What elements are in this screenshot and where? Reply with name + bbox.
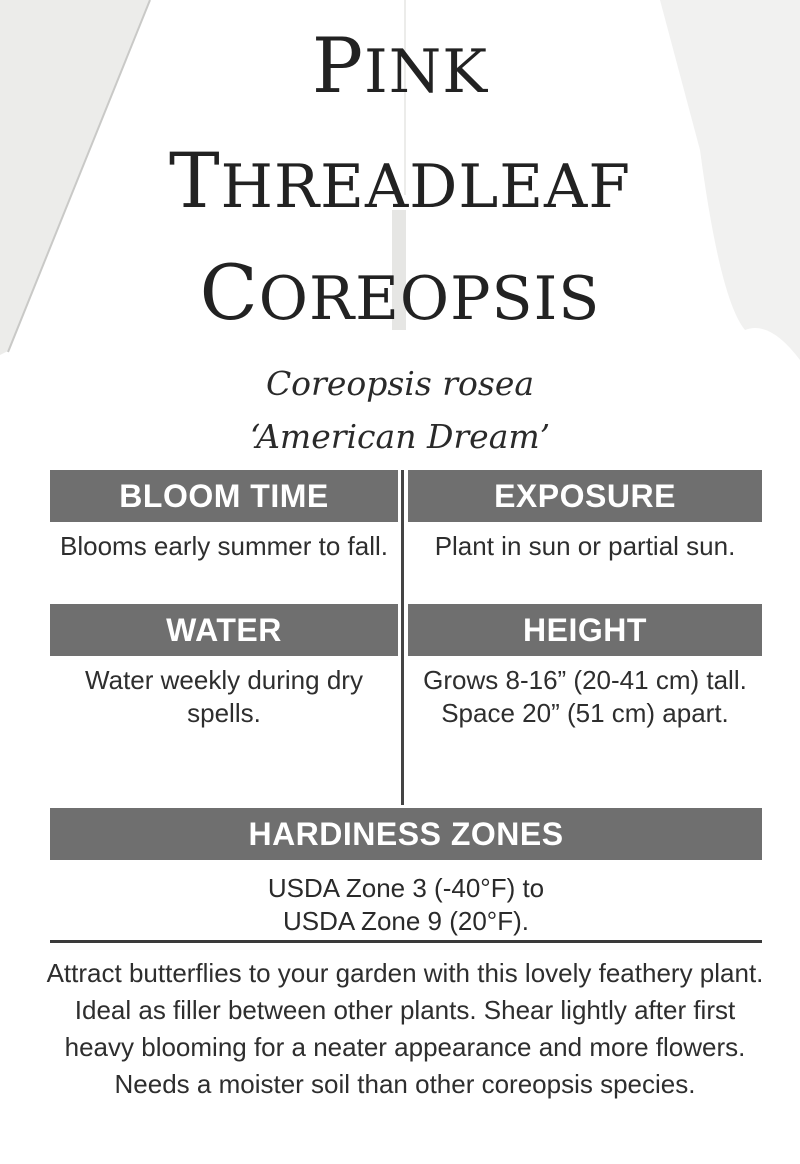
height-heading: HEIGHT <box>408 604 762 656</box>
exposure-text: Plant in sun or partial sun. <box>434 531 736 561</box>
title-line-1 <box>0 21 800 110</box>
title-rest: HREADLEAF <box>220 152 632 222</box>
hardiness-zones-heading: HARDINESS ZONES <box>50 808 762 860</box>
bloom-time-heading: BLOOM TIME <box>50 470 398 522</box>
bloom-time-text: Blooms early summer to fall. <box>60 531 388 561</box>
title-rest: OREOPSIS <box>258 264 601 334</box>
height-text: Grows 8-16” (20-41 cm) tall. Space 20” (51 cm) apart. <box>423 665 747 728</box>
divider-rule <box>50 940 762 943</box>
plant-description: Attract butterflies to your garden with this lovely feathery plant. Ideal as filler between other plants. Shear lightly after first heavy blooming for a neater appearance and more flowers. Needs a moister soil than other coreopsis species. <box>46 958 764 1099</box>
water-heading: WATER <box>50 604 398 656</box>
title-rest: INK <box>364 37 489 107</box>
hardiness-line-2: USDA Zone 9 (20°F). <box>283 906 529 936</box>
title-initial: C <box>199 248 259 337</box>
botanical-species: Coreopsis rosea <box>265 364 535 403</box>
water-text: Water weekly during dry spells. <box>85 665 363 728</box>
botanical-cultivar: ‘American Dream’ <box>249 417 551 456</box>
hardiness-line-1: USDA Zone 3 (-40°F) to <box>267 873 545 903</box>
column-divider <box>401 470 404 805</box>
title-initial: T <box>168 136 221 225</box>
title-line-3 <box>0 248 800 337</box>
title-line-2 <box>0 136 800 225</box>
hardiness-zones-text <box>50 872 762 938</box>
title-initial: P <box>311 21 365 110</box>
exposure-heading: EXPOSURE <box>408 470 762 522</box>
